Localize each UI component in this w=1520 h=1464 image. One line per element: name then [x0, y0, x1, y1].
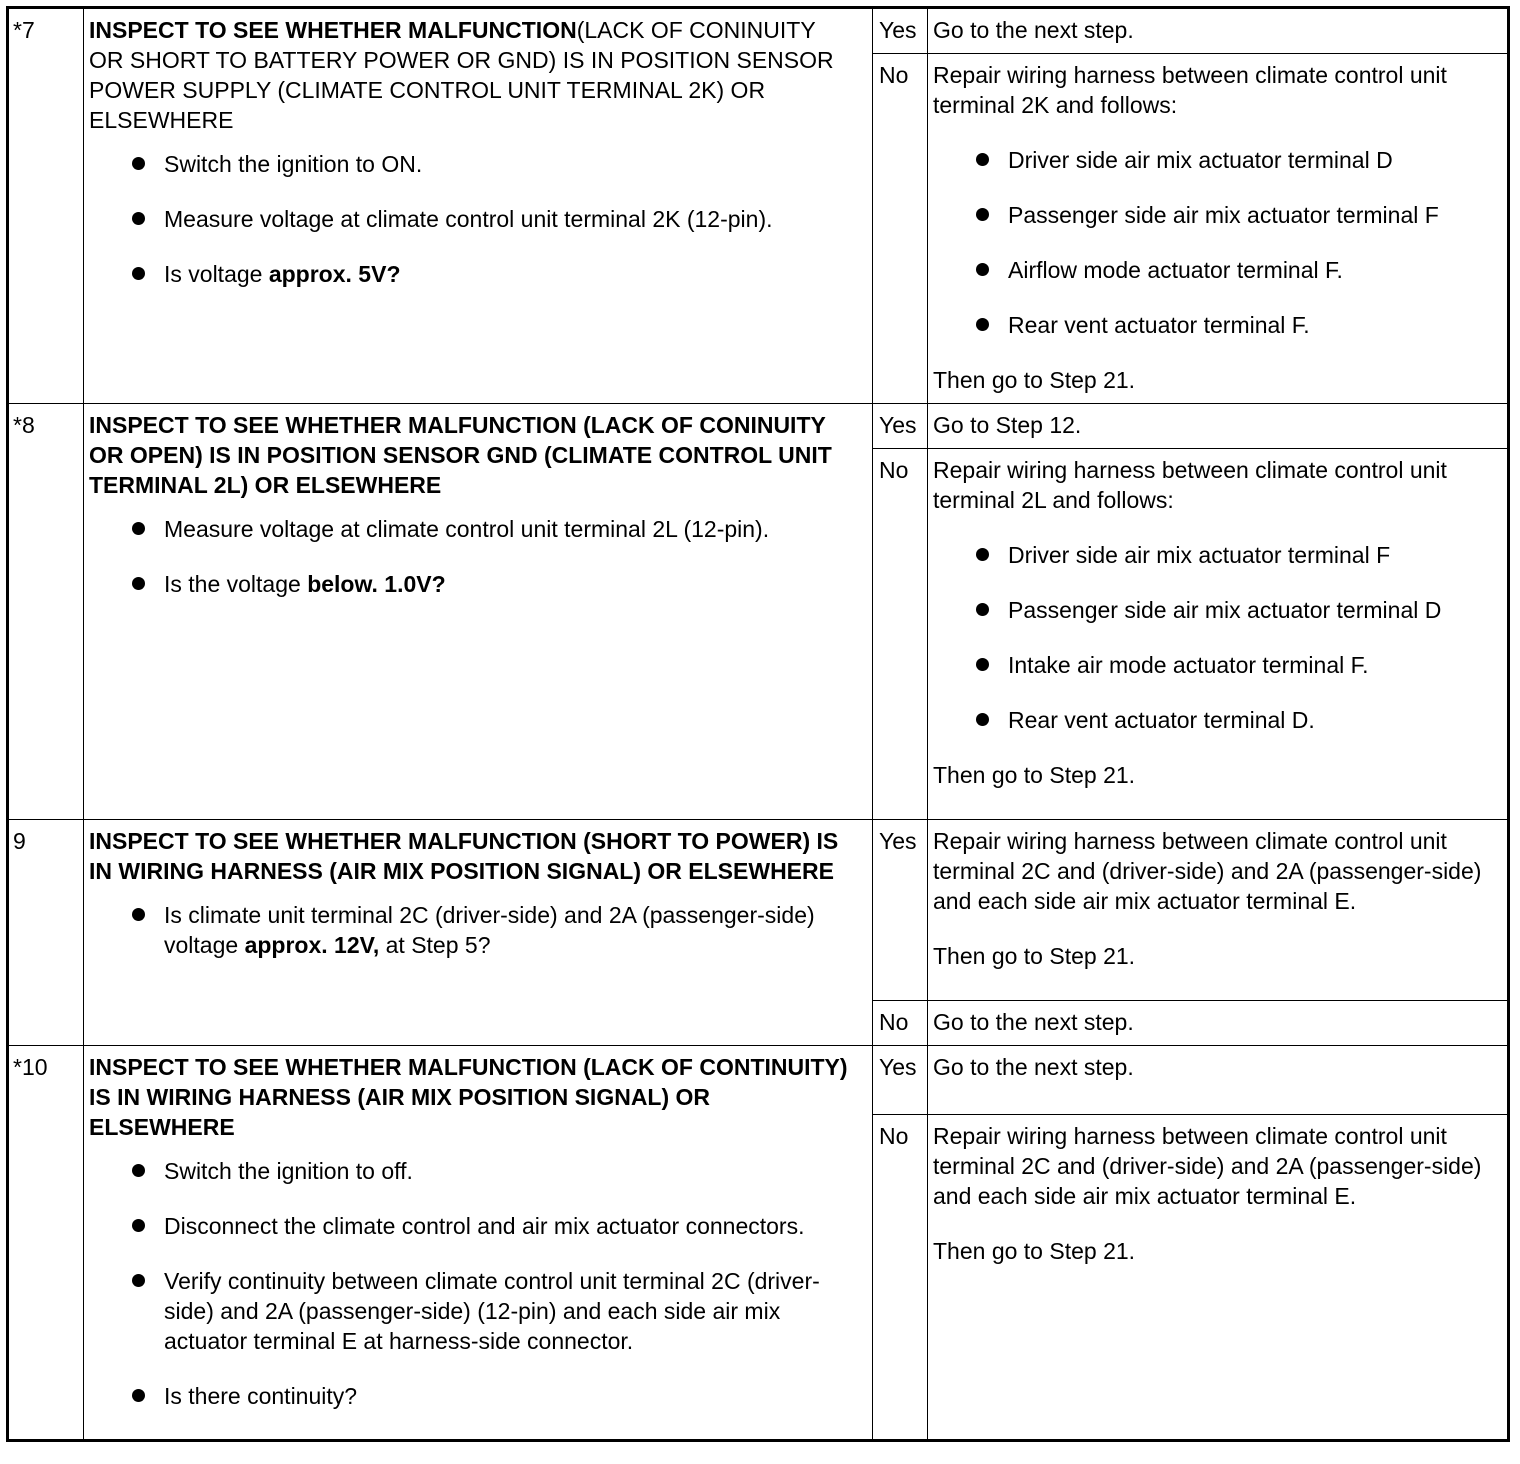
then-go-to: Then go to Step 21.: [933, 367, 1136, 393]
inspection-title: INSPECT TO SEE WHETHER MALFUNCTION (LACK OF CONTINUITY) IS IN WIRING HARNESS (AIR MIX POSITION SIGNAL) OR ELSEWHERE: [89, 1054, 848, 1140]
inspection-cell: [84, 1046, 873, 1441]
bullet-item: Measure voltage at climate control unit terminal 2L (12-pin).: [164, 514, 854, 544]
step-number: *8: [8, 404, 84, 820]
inspection-bullets: [89, 900, 854, 960]
bullet-item: Switch the ignition to off.: [164, 1156, 854, 1186]
list-item: Rear vent actuator terminal F.: [1008, 310, 1493, 340]
step-8-yes-row: [8, 404, 1509, 449]
bullet-text: Is voltage: [164, 261, 269, 287]
yes-action: [928, 820, 1509, 1001]
yes-action-text: Repair wiring harness between climate control unit terminal 2C and (driver-side) and 2A (passenger-side) and each side air mix actuator terminal E.: [933, 828, 1482, 914]
no-action: Go to the next step.: [928, 1001, 1509, 1046]
inspection-title: [89, 15, 854, 135]
no-label: No: [873, 54, 928, 404]
no-action-intro: Repair wiring harness between climate control unit terminal 2K and follows:: [933, 62, 1447, 118]
list-item: Passenger side air mix actuator terminal D: [1008, 595, 1493, 625]
no-action-intro: Repair wiring harness between climate control unit terminal 2L and follows:: [933, 457, 1447, 513]
bullet-item: Is there continuity?: [164, 1381, 854, 1411]
step-7-yes-row: [8, 8, 1509, 54]
yes-label: Yes: [873, 820, 928, 1001]
bullet-bold-text: below. 1.0V?: [307, 571, 446, 597]
bullet-text-end: at Step 5?: [379, 932, 491, 958]
list-item: Intake air mode actuator terminal F.: [1008, 650, 1493, 680]
no-action-text: Repair wiring harness between climate control unit terminal 2C and (driver-side) and 2A (passenger-side) and each side air mix actuator terminal E.: [933, 1123, 1482, 1209]
inspection-title: INSPECT TO SEE WHETHER MALFUNCTION (SHORT TO POWER) IS IN WIRING HARNESS (AIR MIX POSITION SIGNAL) OR ELSEWHERE: [89, 828, 839, 884]
bullet-item: [164, 259, 854, 289]
no-label: No: [873, 1115, 928, 1441]
list-item: Driver side air mix actuator terminal F: [1008, 540, 1493, 570]
title-bold-part: INSPECT TO SEE WHETHER MALFUNCTION: [89, 17, 577, 43]
title-normal-part: (LACK OF CONINUITY OR SHORT TO BATTERY POWER OR GND) IS IN POSITION SENSOR POWER SUPPLY (CLIMATE CONTROL UNIT TERMINAL 2K) OR ELSEWHERE: [89, 17, 834, 133]
bullet-bold-text: approx. 5V?: [268, 261, 401, 287]
step-number: *7: [8, 8, 84, 404]
yes-label: Yes: [873, 1046, 928, 1115]
step-9-yes-row: [8, 820, 1509, 1001]
bullet-item: [164, 569, 854, 599]
diagnostic-table: [6, 6, 1510, 1442]
inspection-bullets: [89, 514, 854, 599]
yes-action: Go to Step 12.: [928, 404, 1509, 449]
bullet-item: Disconnect the climate control and air mix actuator connectors.: [164, 1211, 854, 1241]
list-item: Airflow mode actuator terminal F.: [1008, 255, 1493, 285]
bullet-item: Verify continuity between climate control unit terminal 2C (driver-side) and 2A (passenger-side) (12-pin) and each side air mix actuator terminal E at harness-side connector.: [164, 1266, 854, 1356]
no-action: [928, 54, 1509, 404]
no-action: [928, 1115, 1509, 1441]
no-action: [928, 449, 1509, 820]
bullet-text: Is the voltage: [164, 571, 308, 597]
yes-label: Yes: [873, 404, 928, 449]
then-go-to: Then go to Step 21.: [933, 762, 1136, 788]
inspection-title: INSPECT TO SEE WHETHER MALFUNCTION (LACK OF CONINUITY OR OPEN) IS IN POSITION SENSOR GND (CLIMATE CONTROL UNIT TERMINAL 2L) OR ELSEWHERE: [89, 412, 832, 498]
bullet-item: Measure voltage at climate control unit terminal 2K (12-pin).: [164, 204, 854, 234]
no-label: No: [873, 449, 928, 820]
inspection-bullets: [89, 149, 854, 289]
list-item: Driver side air mix actuator terminal D: [1008, 145, 1493, 175]
yes-action: Go to the next step.: [928, 8, 1509, 54]
step-10-yes-row: [8, 1046, 1509, 1115]
list-item: Rear vent actuator terminal D.: [1008, 705, 1493, 735]
step-number: 9: [8, 820, 84, 1046]
bullet-item: Switch the ignition to ON.: [164, 149, 854, 179]
then-go-to: Then go to Step 21.: [933, 1238, 1136, 1264]
no-label: No: [873, 1001, 928, 1046]
no-action-list: [933, 145, 1493, 340]
bullet-text: Is climate unit terminal 2C (driver-side) and 2A (passenger-side) voltage: [164, 902, 815, 958]
list-item: Passenger side air mix actuator terminal F: [1008, 200, 1493, 230]
bullet-bold-text: approx. 12V,: [244, 932, 380, 958]
then-go-to: Then go to Step 21.: [933, 943, 1136, 969]
step-number: *10: [8, 1046, 84, 1441]
yes-action: Go to the next step.: [928, 1046, 1509, 1115]
yes-label: Yes: [873, 8, 928, 54]
inspection-cell: [84, 8, 873, 404]
inspection-bullets: [89, 1156, 854, 1411]
inspection-cell: [84, 820, 873, 1046]
inspection-cell: [84, 404, 873, 820]
bullet-item: [164, 900, 854, 960]
no-action-list: [933, 540, 1493, 735]
